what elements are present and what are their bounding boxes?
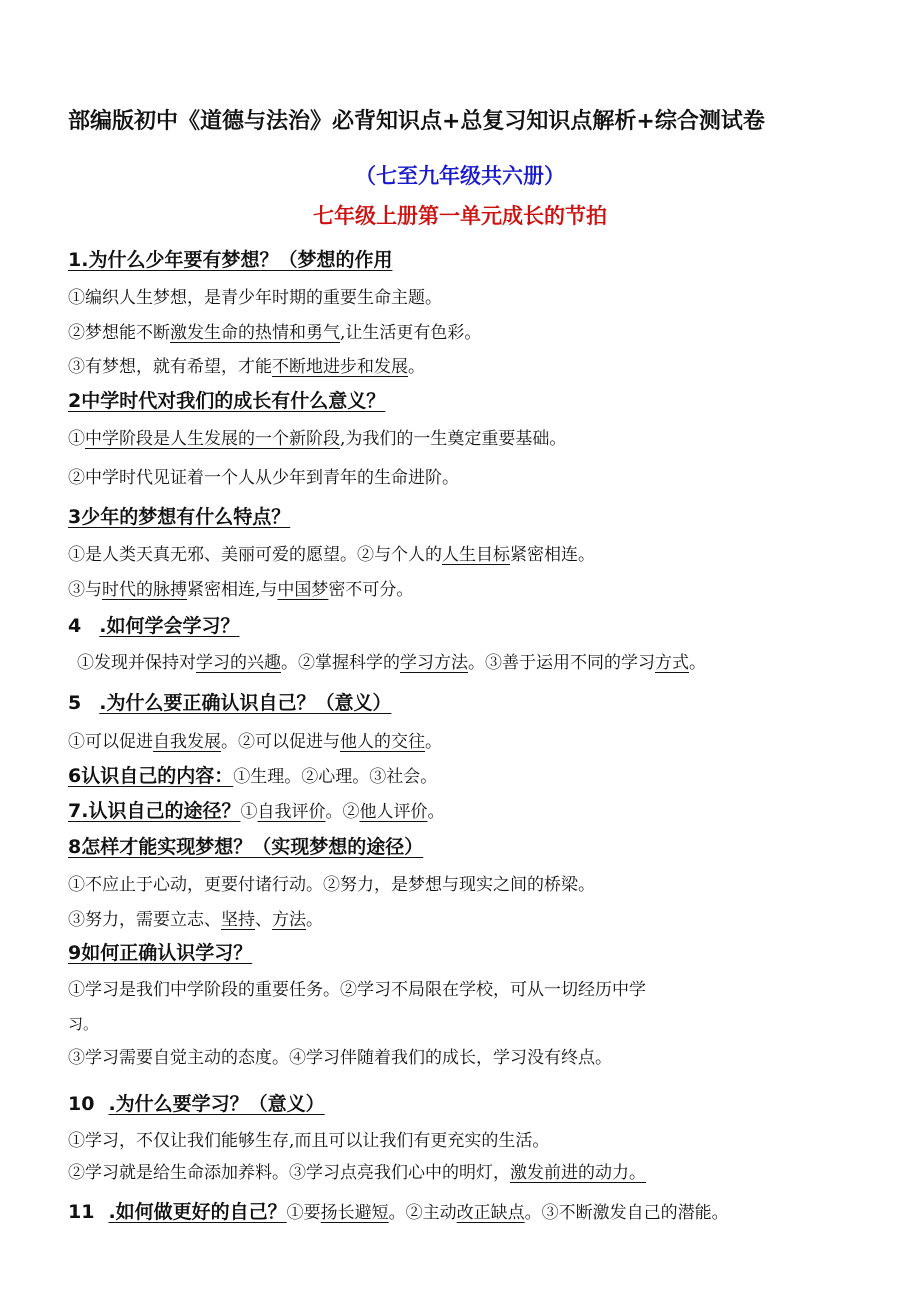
unit-heading: 七年级上册第一单元成长的节拍 xyxy=(313,204,607,228)
question-5-number: 5 xyxy=(68,692,82,714)
text-span: 。③不断激发自己的潜能。 xyxy=(524,1203,729,1223)
key-phrase: 方法 xyxy=(272,910,306,930)
document-subtitle: （七至九年级共六册） xyxy=(355,164,565,188)
key-phrase: 自我评价 xyxy=(257,802,326,822)
answer-11 xyxy=(287,1203,729,1223)
key-phrase: 他人评价 xyxy=(359,802,428,822)
question-4 xyxy=(68,611,239,638)
key-phrase: 方式 xyxy=(655,653,689,673)
answer-3-line-2 xyxy=(68,575,413,600)
answer-1-line-1: ①编织人生梦想，是青少年时期的重要生命主题。 xyxy=(68,288,442,308)
answer-1-line-2 xyxy=(68,318,481,343)
text-span: 。 xyxy=(408,357,425,377)
question-2-text: 2中学时代对我们的成长有什么意义？ xyxy=(68,390,386,412)
question-11 xyxy=(68,1197,729,1224)
answer-8-line-2 xyxy=(68,905,323,930)
text-span: ① xyxy=(68,429,85,449)
question-4-text: .如何学会学习？ xyxy=(99,615,240,637)
text-span: 。② xyxy=(325,802,360,822)
question-9 xyxy=(68,938,252,965)
question-9-text: 9如何正确认识学习？ xyxy=(68,942,253,964)
text-span: ①是人类天真无邪、美丽可爱的愿望。②与个人的 xyxy=(68,545,442,565)
question-4-number: 4 xyxy=(68,615,82,637)
key-phrase: 学习方法 xyxy=(400,653,468,673)
key-phrase: 自我发展 xyxy=(153,732,221,752)
text-span: 。③善于运用不同的学习 xyxy=(468,653,655,673)
text-span: ②学习就是给生命添加养料。③学习点亮我们心中的明灯， xyxy=(68,1163,510,1183)
text-span: 紧密相连,与 xyxy=(187,580,278,600)
text-span: ①要 xyxy=(286,1203,321,1223)
key-phrase: 激发前进的动力。 xyxy=(510,1163,646,1183)
question-6-text: 6认识自己的内容： xyxy=(68,765,234,787)
question-8-text: 8怎样才能实现梦想？（实现梦想的途径） xyxy=(68,836,424,858)
answer-7 xyxy=(240,802,444,822)
text-span: ①可以促进 xyxy=(68,732,153,752)
key-phrase: 改正缺点 xyxy=(456,1203,525,1223)
question-10-text: .为什么要学习？（意义） xyxy=(108,1093,325,1115)
question-3-text: 3少年的梦想有什么特点？ xyxy=(68,506,291,528)
text-span: ① xyxy=(240,802,258,822)
answer-1-line-3 xyxy=(68,352,425,377)
question-8 xyxy=(68,832,423,859)
text-span: 。 xyxy=(306,910,323,930)
text-span: 。 xyxy=(425,732,442,752)
question-7 xyxy=(68,796,444,823)
key-phrase: 激发生命的热情和勇气 xyxy=(170,323,340,343)
key-phrase: 坚持 xyxy=(221,910,255,930)
text-span: 密不可分。 xyxy=(328,580,414,600)
question-10 xyxy=(68,1089,325,1116)
text-span: 。②掌握科学的 xyxy=(281,653,400,673)
key-phrase: 扬长避短 xyxy=(320,1203,389,1223)
text-span: ③有梦想，就有希望，才能 xyxy=(68,357,272,377)
question-7-text: 7.认识自己的途径？ xyxy=(68,800,241,822)
answer-2-line-2: ②中学时代见证着一个人从少年到青年的生命进阶。 xyxy=(68,468,459,488)
text-span: 。②可以促进与 xyxy=(221,732,340,752)
key-phrase: 他人的交往 xyxy=(340,732,425,752)
text-span: ③努力，需要立志、 xyxy=(68,910,221,930)
answer-9-line-1-wrap: 习。 xyxy=(68,1015,99,1033)
question-10-number: 10 xyxy=(68,1093,95,1115)
text-span: ②梦想能不断 xyxy=(68,323,170,343)
question-11-number: 11 xyxy=(68,1201,95,1223)
answer-3-line-1 xyxy=(68,540,595,565)
question-11-text: .如何做更好的自己？ xyxy=(108,1201,287,1223)
text-span: 。 xyxy=(689,653,706,673)
text-span: 。②主动 xyxy=(388,1203,457,1223)
answer-9-line-2: ③学习需要自觉主动的态度。④学习伴随着我们的成长，学习没有终点。 xyxy=(68,1048,612,1068)
question-1 xyxy=(68,245,392,272)
answer-5-line-1 xyxy=(68,727,442,752)
question-3 xyxy=(68,502,290,529)
answer-2-line-1 xyxy=(68,424,566,449)
question-2 xyxy=(68,386,385,413)
text-span: ,让生活更有色彩。 xyxy=(340,323,482,343)
key-phrase: 学习的兴趣 xyxy=(196,653,281,673)
answer-10-line-1: ①学习，不仅让我们能够生存,而且可以让我们有更充实的生活。 xyxy=(68,1131,550,1151)
text-span: ①发现并保持对 xyxy=(77,653,196,673)
key-phrase: 人生目标 xyxy=(442,545,510,565)
answer-8-line-1: ①不应止于心动，更要付诸行动。②努力，是梦想与现实之间的桥梁。 xyxy=(68,875,595,895)
document-title: 部编版初中《道德与法治》必背知识点+总复习知识点解析+综合测试卷 xyxy=(68,109,765,134)
text-span: 、 xyxy=(255,910,272,930)
question-5 xyxy=(68,688,391,715)
key-phrase: 中学阶段是人生发展的一个新阶段 xyxy=(85,429,340,449)
text-span: ③与 xyxy=(68,580,102,600)
key-phrase: 不断地进步和发展 xyxy=(272,357,408,377)
question-5-text: .为什么要正确认识自己？（意义） xyxy=(99,692,392,714)
text-span: 。 xyxy=(427,802,445,822)
question-6 xyxy=(68,761,437,788)
key-phrase: 中国梦 xyxy=(277,580,329,600)
answer-6: ①生理。②心理。③社会。 xyxy=(233,767,438,787)
key-phrase: 时代的脉搏 xyxy=(102,580,187,600)
text-span: 紧密相连。 xyxy=(510,545,595,565)
answer-4-line-1 xyxy=(77,648,706,673)
question-1-text: 1.为什么少年要有梦想？（梦想的作用 xyxy=(68,249,393,271)
answer-10-line-2 xyxy=(68,1158,646,1183)
text-span: ,为我们的一生奠定重要基础。 xyxy=(340,429,567,449)
answer-9-line-1: ①学习是我们中学阶段的重要任务。②学习不局限在学校，可从一切经历中学 xyxy=(68,980,646,1000)
